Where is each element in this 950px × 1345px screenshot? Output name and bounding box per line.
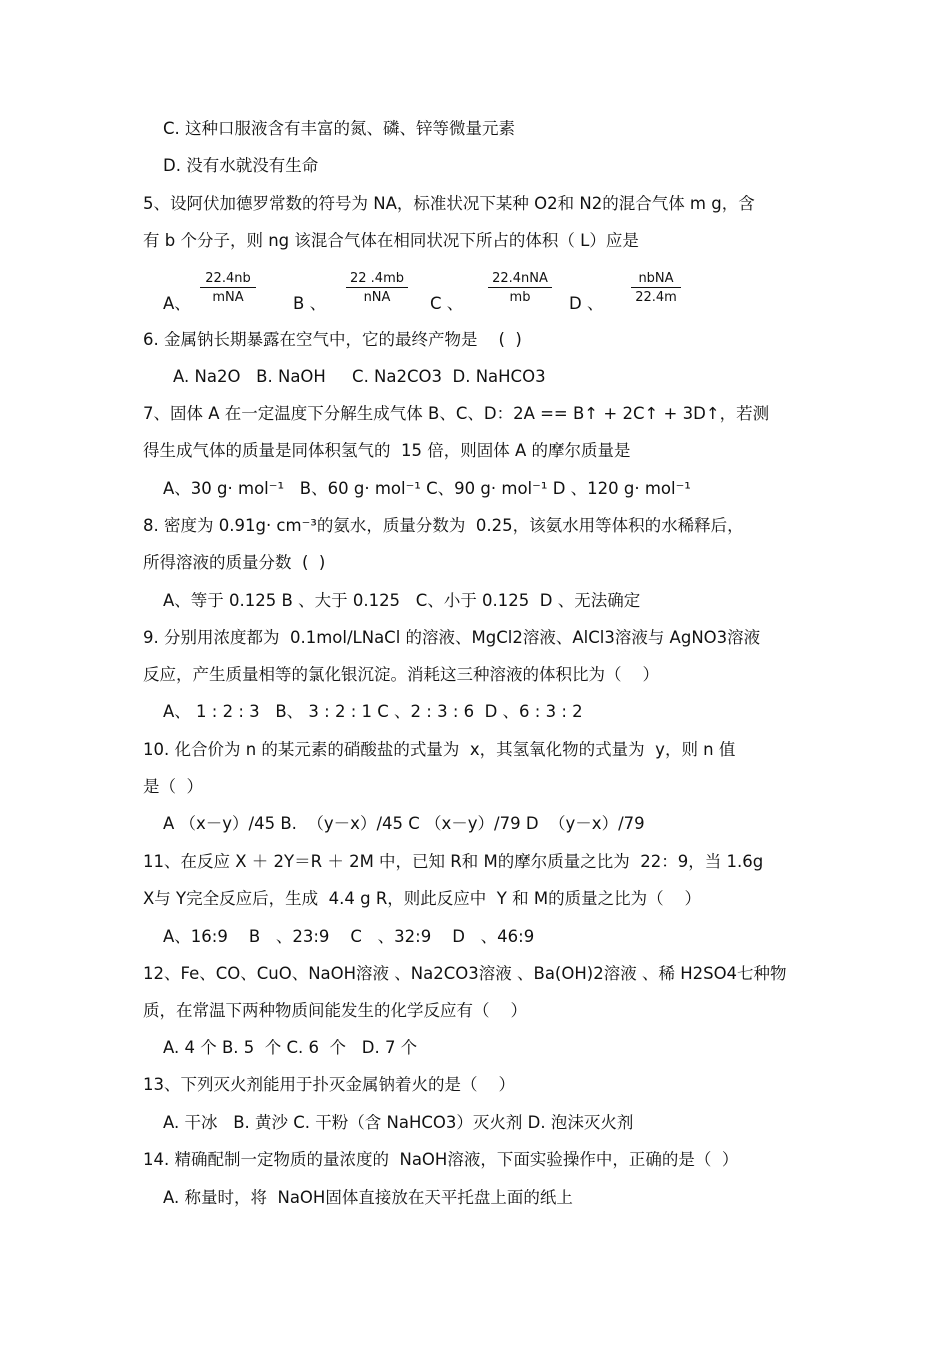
q9-stem-line1: 9. 分别用浓度都为 0.1mol/LNaCl 的溶液、MgCl2溶液、AlCl3溶液与 AgNO3溶液 (143, 628, 761, 647)
q5-option-a-label: A、 (163, 294, 191, 313)
fraction-numerator: 22.4nNA (488, 270, 552, 288)
q14-stem: 14. 精确配制一定物质的量浓度的 NaOH溶液，下面实验操作中，正确的是（ ） (143, 1150, 739, 1169)
fraction-denominator: mNA (212, 290, 244, 305)
q6-stem: 6. 金属钠长期暴露在空气中，它的最终产物是 ( ) (143, 330, 522, 349)
q11-stem-line2: X与 Y完全反应后，生成 4.4 g R，则此反应中 Y 和 M的质量之比为（ ） (143, 889, 702, 908)
q11-options: A、16:9 B 、23:9 C 、32:9 D 、46:9 (163, 927, 535, 946)
q13-options: A. 干冰 B. 黄沙 C. 干粉（含 NaHCO3）灭火剂 D. 泡沫灭火剂 (163, 1113, 634, 1132)
q10-options: A （x－y）/45 B. （y－x）/45 C （x－y）/79 D （y－x）/79 (163, 814, 645, 833)
q14-option-a: A. 称量时，将 NaOH固体直接放在天平托盘上面的纸上 (163, 1188, 573, 1207)
q9-stem-line2: 反应，产生质量相等的氯化银沉淀。消耗这三种溶液的体积比为（ ） (143, 665, 659, 684)
q12-stem-line2: 质，在常温下两种物质间能发生的化学反应有（ ） (143, 1001, 527, 1020)
q7-options: A、30 g· mol⁻¹ B、60 g· mol⁻¹ C、90 g· mol⁻¹ D 、120 g· mol⁻¹ (163, 479, 691, 498)
q4-option-c: C. 这种口服液含有丰富的氮、磷、锌等微量元素 (163, 119, 516, 138)
q12-stem-line1: 12、Fe、CO、CuO、NaOH溶液 、Na2CO3溶液 、Ba(OH)2溶液 、稀 H2SO4七种物 (143, 964, 787, 983)
q8-options: A、等于 0.125 B 、大于 0.125 C、小于 0.125 D 、无法确定 (163, 591, 641, 610)
q11-stem-line1: 11、在反应 X ＋ 2Y＝R ＋ 2M 中，已知 R和 M的摩尔质量之比为 22：9，当 1.6g (143, 852, 764, 871)
q7-stem-line1: 7、固体 A 在一定温度下分解生成气体 B、C、D：2A == B↑ + 2C↑ + 3D↑，若测 (143, 404, 770, 423)
q5-option-d-label: D 、 (569, 294, 604, 313)
fraction-numerator: 22.4nb (200, 270, 256, 288)
fraction-numerator: 22 .4mb (346, 270, 408, 288)
q5-option-c-fraction (488, 270, 552, 306)
q10-stem-line1: 10. 化合价为 n 的某元素的硝酸盐的式量为 x，其氢氧化物的式量为 y，则 n 值 (143, 740, 736, 759)
q9-options: A、 1 : 2 : 3 B、 3 : 2 : 1 C 、2 : 3 : 6 D 、6 : 3 : 2 (163, 702, 583, 721)
q4-option-d: D. 没有水就没有生命 (163, 156, 319, 175)
q5-option-a-fraction (200, 270, 256, 306)
fraction-numerator: nbNA (631, 270, 681, 288)
q13-stem: 13、下列灭火剂能用于扑灭金属钠着火的是（ ） (143, 1075, 515, 1094)
q5-option-b-fraction (346, 270, 408, 306)
q8-stem-line1: 8. 密度为 0.91g· cm⁻³的氨水，质量分数为 0.25，该氨水用等体积的水稀释后， (143, 516, 744, 535)
q5-option-c-label: C 、 (430, 294, 464, 313)
q5-option-d-fraction (631, 270, 681, 306)
q8-stem-line2: 所得溶液的质量分数 ( ) (143, 553, 326, 572)
fraction-denominator: nNA (363, 290, 391, 305)
q7-stem-line2: 得生成气体的质量是同体积氢气的 15 倍，则固体 A 的摩尔质量是 (143, 441, 631, 460)
q5-option-b-label: B 、 (293, 294, 327, 313)
fraction-denominator: mb (509, 290, 531, 305)
q10-stem-line2: 是（ ） (143, 777, 203, 796)
q12-options: A. 4 个 B. 5 个 C. 6 个 D. 7 个 (163, 1038, 418, 1057)
q5-stem-line2: 有 b 个分子，则 ng 该混合气体在相同状况下所占的体积（ L）应是 (143, 231, 639, 250)
q6-options: A. Na2O B. NaOH C. Na2CO3 D. NaHCO3 (173, 367, 546, 386)
q5-stem-line1: 5、设阿伏加德罗常数的符号为 NA，标准状况下某种 O2和 N2的混合气体 m g，含 (143, 194, 755, 213)
fraction-denominator: 22.4m (635, 290, 677, 305)
